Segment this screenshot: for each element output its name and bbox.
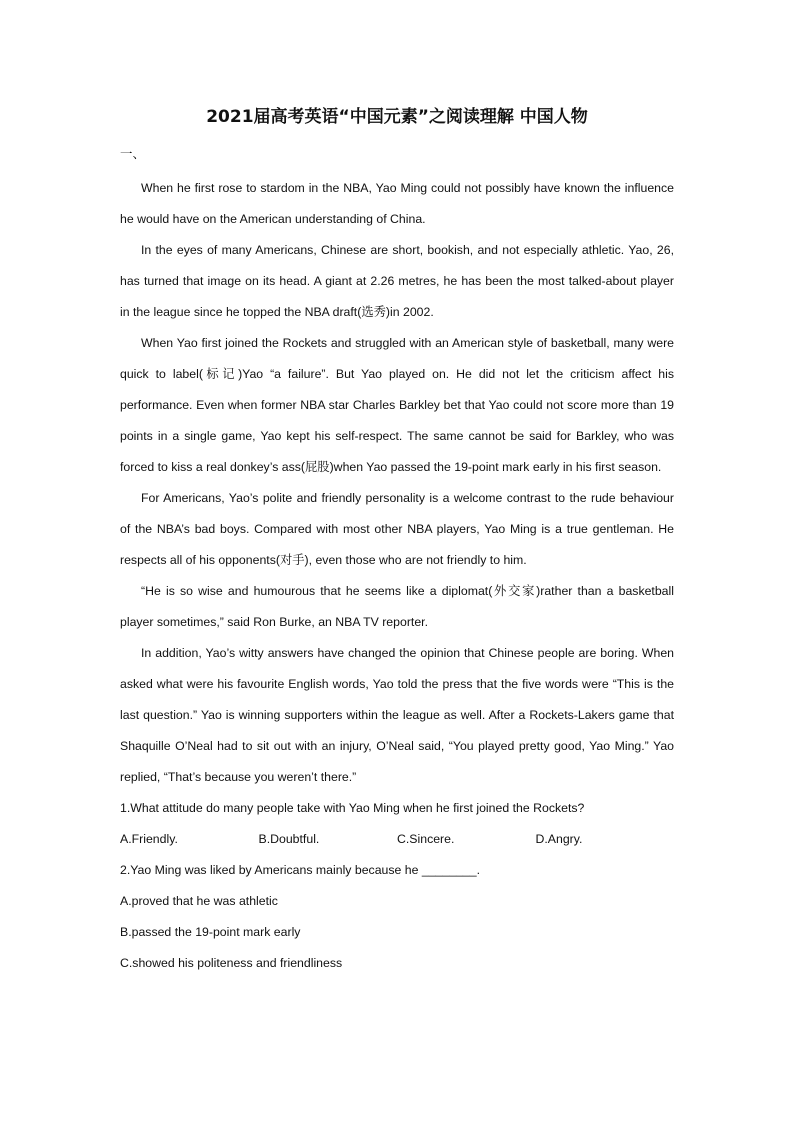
question-2-stem: 2.Yao Ming was liked by Americans mainly because he ________. xyxy=(120,863,481,877)
question-2-option-a: A.proved that he was athletic xyxy=(120,894,278,908)
question-1-option-b: B.Doubtful. xyxy=(258,832,320,846)
question-1-option-c: C.Sincere. xyxy=(397,832,455,846)
section-label: 一、 xyxy=(120,146,146,161)
page-title: 2021届高考英语“中国元素”之阅读理解 中国人物 xyxy=(206,107,588,127)
question-1-option-d: D.Angry. xyxy=(535,832,583,846)
question-1-stem: 1.What attitude do many people take with Yao Ming when he first joined the Rockets? xyxy=(120,801,585,815)
paragraph-4: For Americans, Yao’s polite and friendly personality is a welcome contrast to the rude behaviour of the NBA’s bad boys. Compared with most other NBA players, Yao Ming is a true gentleman. He respects all of his opponents(对手), even those who are not friendly to him. xyxy=(120,491,674,567)
paragraph-1: When he first rose to stardom in the NBA, Yao Ming could not possibly have known the influence he would have on the American understanding of China. xyxy=(120,181,674,226)
question-2-option-c: C.showed his politeness and friendliness xyxy=(120,956,343,970)
question-1-options xyxy=(120,824,674,855)
paragraph-2: In the eyes of many Americans, Chinese are short, bookish, and not especially athletic. Yao, 26, has turned that image on its head. A giant at 2.26 metres, he has been the most talked-about player in the league since he topped the NBA draft(选秀)in 2002. xyxy=(120,243,674,319)
paragraph-3: When Yao first joined the Rockets and struggled with an American style of basketball, many were quick to label(标记)Yao “a failure”. But Yao played on. He did not let the criticism affect his performance. Even when former NBA star Charles Barkley bet that Yao could not score more than 19 points in a single game, Yao kept his self-respect. The same cannot be said for Barkley, who was forced to kiss a real donkey’s ass(屁股)when Yao passed the 19-point mark early in his first season. xyxy=(120,336,674,474)
passage-body xyxy=(120,173,674,979)
question-1-option-a: A.Friendly. xyxy=(120,832,178,846)
paragraph-5: “He is so wise and humourous that he seems like a diplomat(外交家)rather than a basketball player sometimes,” said Ron Burke, an NBA TV reporter. xyxy=(120,584,674,629)
paragraph-6: In addition, Yao’s witty answers have changed the opinion that Chinese people are boring. When asked what were his favourite English words, Yao told the press that the five words were “This is the last question.” Yao is winning supporters within the league as well. After a Rockets-Lakers game that Shaquille O’Neal had to sit out with an injury, O’Neal said, “You played pretty good, Yao Ming.” Yao replied, “That’s because you weren’t there.” xyxy=(120,646,674,784)
question-2-option-b: B.passed the 19-point mark early xyxy=(120,925,301,939)
